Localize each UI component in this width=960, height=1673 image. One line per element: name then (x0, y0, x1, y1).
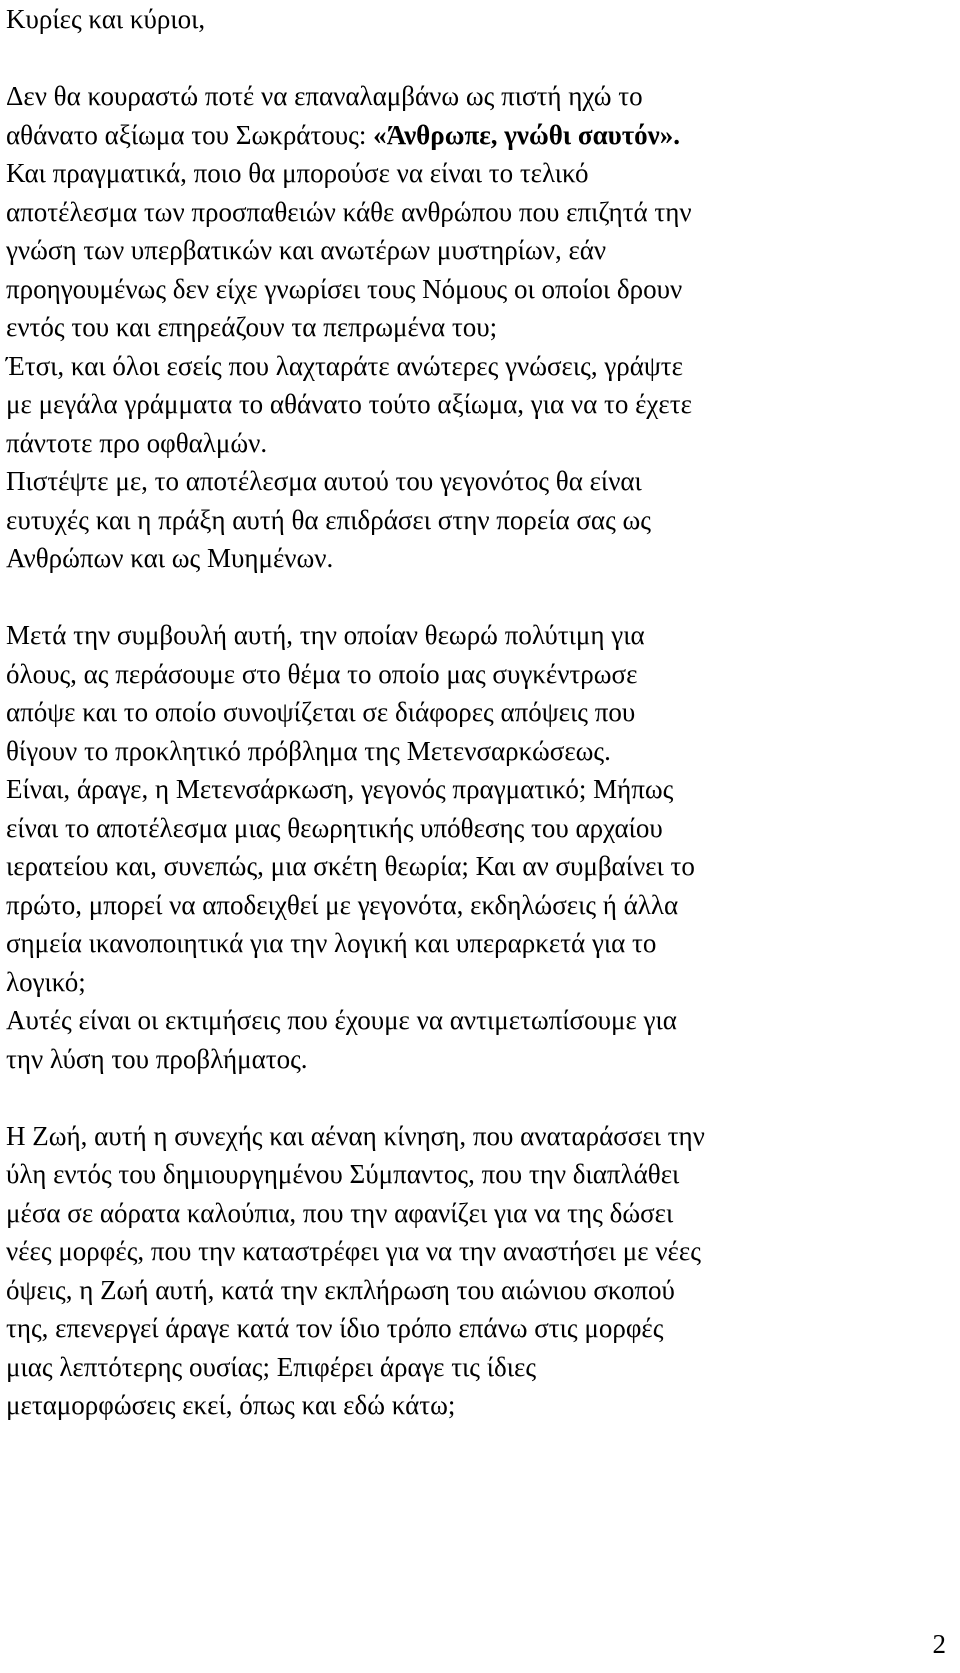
quote-intro: αθάνατο αξίωμα του Σωκράτους: (6, 119, 374, 150)
text-line: νέες μορφές, που την καταστρέφει για να την αναστήσει με νέες (6, 1236, 701, 1266)
text-line: Πιστέψτε με, το αποτέλεσμα αυτού του γεγονότος θα είναι (6, 466, 642, 496)
text-line: όλους, ας περάσουμε στο θέμα το οποίο μας συγκέντρωσε (6, 658, 638, 689)
text-line: εντός του και επηρεάζουν τα πεπρωμένα του; (6, 312, 498, 342)
text-line: Μετά την συμβουλή αυτή, την οποίαν θεωρώ πολύτιμη για (6, 620, 645, 650)
text-line: με μεγάλα γράμματα το αθάνατο τούτο αξίωμα, για να το έχετε (6, 389, 692, 419)
text-line: Είναι, άραγε, η Μετενσάρκωση, γεγονός πραγματικό; Μήπως (6, 774, 674, 804)
text-line: μιας λεπτότερης ουσίας; Επιφέρει άραγε τις ίδιες (6, 1351, 537, 1382)
page-number: 2 (932, 1629, 946, 1659)
text-line: Αυτές είναι οι εκτιμήσεις που έχουμε να αντιμετωπίσουμε για (6, 1005, 677, 1035)
text-line: όψεις, η Ζωή αυτή, κατά την εκπλήρωση του αιώνιου σκοπού (6, 1274, 675, 1305)
text-line: μέσα σε αόρατα καλούπια, που την αφανίζει για να της δώσει (6, 1197, 674, 1228)
text-line: σημεία ικανοποιητικά για την λογική και υπεραρκετά για το (6, 928, 657, 958)
text-line: Έτσι, και όλοι εσείς που λαχταράτε ανώτερες γνώσεις, γράψτε (6, 350, 683, 381)
socrates-maxim: «Άνθρωπε, γνώθι σαυτόν». (373, 119, 680, 150)
text-line: Δεν θα κουραστώ ποτέ να επαναλαμβάνω ως πιστή ηχώ το (6, 81, 643, 111)
text-line (6, 116, 946, 155)
paragraph-spacer (6, 1078, 946, 1117)
text-line: είναι το αποτέλεσμα μιας θεωρητικής υπόθεσης του αρχαίου (6, 812, 663, 843)
text-line: Ανθρώπων και ως Μυημένων. (6, 543, 334, 573)
text-line: γνώση των υπερβατικών και ανωτέρων μυστηρίων, εάν (6, 235, 607, 265)
paragraph-2 (6, 616, 946, 1078)
paragraph-spacer (6, 578, 946, 617)
greeting-line: Κυρίες και κύριοι, (6, 4, 206, 34)
text-line: πάντοτε προ οφθαλμών. (6, 427, 268, 458)
text-line: αποτέλεσμα των προσπαθειών κάθε ανθρώπου που επιζητά την (6, 196, 692, 227)
text-line: προηγουμένως δεν είχε γνωρίσει τους Νόμους οι οποίοι δρουν (6, 273, 683, 304)
text-line: την λύση του προβλήματος. (6, 1043, 308, 1074)
document-body (6, 0, 946, 1425)
text-line: πρώτο, μπορεί να αποδειχθεί με γεγονότα, εκδηλώσεις ή άλλα (6, 889, 679, 920)
text-line: ύλη εντός του δημιουργημένου Σύμπαντος, που την διαπλάθει (6, 1159, 680, 1189)
greeting (6, 0, 946, 39)
text-line: μεταμορφώσεις εκεί, όπως και εδώ κάτω; (6, 1390, 456, 1420)
paragraph-1 (6, 77, 946, 578)
text-line: απόψε και το οποίο συνοψίζεται σε διάφορες απόψεις που (6, 697, 636, 727)
text-line: Και πραγματικά, ποιο θα μπορούσε να είναι το τελικό (6, 158, 589, 188)
paragraph-3 (6, 1117, 946, 1425)
text-line: της, επενεργεί άραγε κατά τον ίδιο τρόπο επάνω στις μορφές (6, 1313, 664, 1343)
text-line: ιερατείου και, συνεπώς, μια σκέτη θεωρία; Και αν συμβαίνει το (6, 851, 695, 881)
paragraph-spacer (6, 39, 946, 78)
text-line: ευτυχές και η πράξη αυτή θα επιδράσει στην πορεία σας ως (6, 504, 651, 535)
text-line: θίγουν το προκλητικό πρόβλημα της Μετενσαρκώσεως. (6, 735, 611, 766)
text-line: λογικό; (6, 966, 86, 997)
text-line: Η Ζωή, αυτή η συνεχής και αέναη κίνηση, που αναταράσσει την (6, 1120, 705, 1151)
